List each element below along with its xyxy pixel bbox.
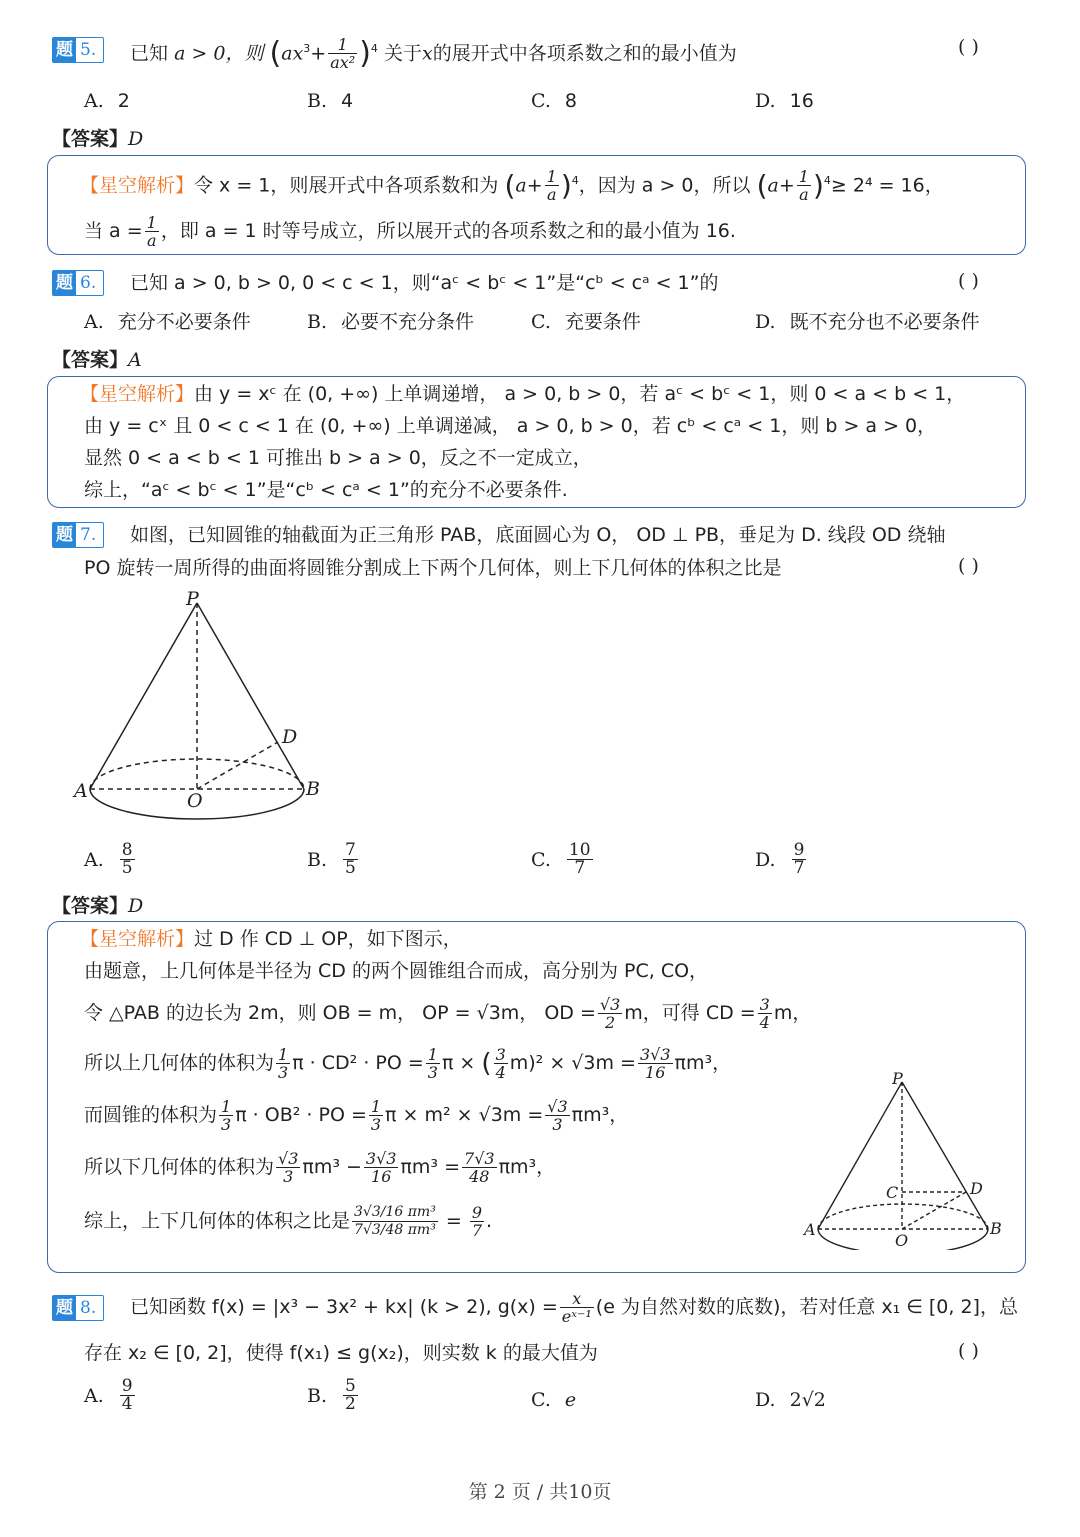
option-label: D.	[755, 848, 776, 871]
answer-line	[52, 124, 143, 151]
option-c[interactable]	[531, 307, 641, 337]
edge-pa	[90, 603, 197, 789]
answer-paren: ( )	[958, 270, 979, 292]
solution-line	[84, 1204, 492, 1239]
answer-paren: ( )	[958, 36, 979, 58]
solution-box-5	[47, 155, 1026, 255]
option-label: C.	[531, 848, 551, 871]
solution-tag: 【星空解析】	[80, 928, 195, 950]
solution-text: 由 y = xᶜ 在 (0, +∞) 上单调递增， a > 0, b > 0，若 aᶜ < bᶜ < 1，则 0 < a < b < 1，	[194, 383, 966, 405]
question-5-badge	[52, 37, 104, 63]
answer-value: D	[128, 128, 144, 150]
option-label: A.	[84, 1384, 104, 1407]
frac-numerator: 3√3/16 πm³	[354, 1204, 436, 1220]
option-a[interactable]	[84, 86, 130, 116]
solution-line: 【星空解析】令 x = 1，则展开式中各项系数和为 (a+ $\frac{1}{a}$ )$^4$，因为 a > 0，所以 (a+ $\frac{1}{a}$ )$^4$≥ 2⁴ = 16，	[80, 167, 944, 205]
solution-box-6	[47, 376, 1026, 508]
solution-text: 当 a =	[84, 220, 143, 242]
option-label: C.	[531, 311, 551, 333]
label-p: P	[186, 588, 199, 610]
option-text: 2	[117, 90, 130, 112]
option-c[interactable]	[531, 842, 595, 877]
frac-numerator: √3	[278, 1149, 299, 1168]
label-d: D	[970, 1179, 983, 1198]
option-b[interactable]	[307, 86, 353, 116]
label-a: A	[74, 780, 88, 802]
frac-numerator: 1	[221, 1097, 232, 1116]
option-label: A.	[84, 90, 104, 112]
stem-text: (e 为自然对数的底数)，若对任意 x₁ ∈ [0, 2]，总	[595, 1296, 1018, 1318]
option-label: D.	[755, 311, 776, 333]
option-label: B.	[307, 1384, 328, 1407]
frac-numerator: 1	[370, 1097, 382, 1116]
option-b[interactable]	[307, 307, 474, 337]
option-text: 充要条件	[564, 311, 641, 333]
stem-text: 已知	[130, 42, 169, 65]
frac-denominator: eˣ⁻¹	[561, 1307, 592, 1326]
frac-denominator: ax²	[330, 53, 356, 73]
solution-line	[84, 1150, 555, 1185]
label-b: B	[990, 1219, 1002, 1238]
question-tag: 题	[53, 1296, 76, 1320]
solution-text: =	[445, 1210, 462, 1232]
answer-paren: ( )	[958, 1340, 979, 1362]
option-label: C.	[531, 1389, 551, 1411]
frac-denominator: 4	[121, 1394, 133, 1414]
solution-text: πm³ =	[400, 1156, 461, 1178]
solution-line: 显然 0 < a < b < 1 可推出 b > a > 0，反之不一定成立，	[84, 447, 592, 469]
solution-tag: 【星空解析】	[80, 174, 195, 197]
option-text: e	[564, 1389, 577, 1411]
option-label: B.	[307, 848, 328, 871]
label-a: A	[804, 1220, 816, 1239]
expr-term: ax	[281, 42, 304, 65]
solution-line	[84, 996, 811, 1031]
frac-numerator: 7	[345, 840, 356, 860]
cone-figure	[70, 585, 330, 830]
question-6-badge	[52, 270, 104, 296]
option-text: 充分不必要条件	[117, 311, 251, 333]
frac-denominator: 3	[427, 1063, 438, 1082]
solution-text: 而圆锥的体积为	[84, 1104, 218, 1126]
frac-denominator: 7	[471, 1221, 483, 1240]
option-text: 必要不充分条件	[341, 311, 475, 333]
question-8-stem-line1	[130, 1290, 1018, 1325]
solution-text: ≥ 2⁴ = 16，	[830, 174, 944, 197]
segment-od	[197, 742, 278, 789]
frac-denominator: 7	[574, 858, 586, 878]
option-c[interactable]	[531, 86, 577, 116]
frac-numerator: 1	[328, 36, 357, 54]
solution-line: 综上，“aᶜ < bᶜ < 1”是“cᵇ < cᵃ < 1”的充分不必要条件.	[84, 479, 568, 501]
question-number: 5.	[80, 40, 97, 60]
frac-numerator: 9	[471, 1203, 483, 1222]
option-c[interactable]	[531, 1385, 576, 1415]
solution-text: .	[486, 1210, 493, 1232]
frac-numerator: 3√3	[639, 1045, 671, 1064]
question-number: 8.	[80, 1298, 97, 1318]
label-o: O	[187, 790, 203, 812]
frac-denominator: 2	[345, 1394, 356, 1414]
solution-text: 所以上几何体的体积为	[84, 1052, 275, 1074]
frac-numerator: √3	[547, 1097, 568, 1116]
answer-value: D	[128, 895, 144, 917]
option-label: C.	[531, 90, 551, 112]
frac-denominator: 48	[469, 1167, 490, 1186]
solution-text: m，	[773, 1002, 812, 1024]
solution-text: m)² × √3m =	[509, 1052, 636, 1074]
answer-label: 【答案】	[52, 349, 129, 371]
solution-text: πm³，	[571, 1104, 629, 1126]
option-text: 2√2	[789, 1389, 826, 1411]
solution-line: 当 a = $\frac{1}{a}$ ，即 a = 1 时等号成立，所以展开式的各项系数之和的最小值为 16.	[84, 213, 736, 250]
question-8-badge	[52, 1295, 104, 1321]
frac-numerator: 8	[121, 840, 133, 860]
option-b[interactable]	[307, 1378, 360, 1413]
question-7-stem-line1: 如图，已知圆锥的轴截面为正三角形 PAB，底面圆心为 O， OD ⊥ PB，垂足为 D. 线段 OD 绕轴	[130, 524, 946, 546]
question-7-badge	[52, 522, 104, 548]
solution-line: 由题意，上几何体是半径为 CD 的两个圆锥组合而成，高分别为 PC, CO，	[84, 960, 709, 982]
question-5-stem: 已知 a > 0，则 ($ax^3+$ $\frac{1}{\text{ax²}}$ )$^4$ 关于x的展开式中各项系数之和的最小值为	[130, 35, 737, 73]
frac-numerator: √3	[599, 995, 621, 1014]
frac-denominator: 4	[759, 1013, 770, 1032]
solution-text: 所以下几何体的体积为	[84, 1156, 275, 1178]
option-d[interactable]	[755, 86, 814, 116]
base-back-arc	[818, 1204, 988, 1229]
frac-denominator: 2	[604, 1013, 616, 1032]
stem-text: 的展开式中各项系数之和的最小值为	[432, 42, 737, 65]
frac-numerator: 1	[427, 1045, 438, 1064]
frac-denominator: 3	[221, 1115, 232, 1134]
solution-line	[84, 1098, 628, 1133]
frac-denominator: 3	[552, 1115, 563, 1134]
solution-text: m，可得 CD =	[624, 1002, 756, 1024]
answer-label: 【答案】	[52, 128, 129, 150]
solution-text: 令 △PAB 的边长为 2m，则 OB = m， OP = √3m， OD =	[84, 1002, 596, 1024]
option-label: B.	[307, 90, 328, 112]
question-tag: 题	[53, 271, 76, 295]
frac-numerator: 1	[278, 1045, 289, 1064]
option-label: D.	[755, 90, 776, 112]
option-a[interactable]	[84, 842, 137, 877]
frac-denominator: 16	[645, 1063, 666, 1082]
solution-line	[80, 379, 965, 409]
option-text: 4	[341, 90, 354, 112]
solution-text: πm³ −	[302, 1156, 362, 1178]
page-footer: 第 2 页 / 共10页	[468, 1481, 612, 1503]
option-label: A.	[84, 848, 104, 871]
segment-od	[902, 1192, 966, 1229]
solution-text: ，因为 a > 0，所以	[578, 174, 751, 197]
frac-denominator: 5	[121, 858, 133, 878]
solution-text: πm³，	[674, 1052, 732, 1074]
solution-text: πm³，	[498, 1156, 556, 1178]
frac-denominator: 5	[345, 858, 356, 878]
answer-label: 【答案】	[52, 895, 129, 917]
frac-numerator: 3√3	[365, 1149, 397, 1168]
question-tag: 题	[53, 523, 76, 547]
frac-numerator: 7√3	[464, 1149, 495, 1168]
label-d: D	[282, 726, 298, 748]
solution-text: π × m² × √3m =	[385, 1104, 544, 1126]
question-8-stem-line2: 存在 x₂ ∈ [0, 2]，使得 f(x₁) ≤ g(x₂)，则实数 k 的最大值为	[84, 1342, 598, 1364]
option-text: 既不充分也不必要条件	[789, 311, 980, 333]
frac-numerator: 5	[345, 1376, 356, 1396]
option-d[interactable]	[755, 1385, 826, 1415]
frac-numerator: x	[560, 1290, 594, 1308]
solution-line: 所以上几何体的体积为 $\frac{1}{3}$ π · CD² · PO = $\frac{1}{3}$ π × ( $\frac{3}{4}$ m)² × √3m = $\frac{3√3}{16}$ πm³，	[84, 1045, 732, 1082]
label-b: B	[306, 778, 320, 800]
cone-figure-solution	[800, 1070, 1015, 1250]
frac-denominator: 4	[495, 1063, 506, 1082]
exponent: 4	[370, 42, 378, 55]
stem-variable: x	[421, 42, 433, 65]
answer-line	[52, 891, 143, 918]
question-number: 6.	[80, 273, 97, 293]
option-d[interactable]	[755, 307, 980, 337]
answer-line	[52, 345, 142, 372]
frac-numerator: 10	[568, 840, 591, 860]
label-o: O	[895, 1231, 909, 1250]
option-text: 8	[564, 90, 577, 112]
stem-condition: a > 0，则	[174, 42, 264, 65]
label-p: P	[892, 1070, 903, 1088]
option-a[interactable]	[84, 307, 251, 337]
solution-text: ，即 a = 1 时等号成立，所以展开式的各项系数之和的最小值为 16.	[160, 220, 736, 242]
option-text: 16	[789, 90, 814, 112]
option-label: D.	[755, 1389, 776, 1411]
option-d[interactable]	[755, 842, 808, 877]
solution-text: 综上，上下几何体的体积之比是	[84, 1210, 351, 1232]
frac-denominator: 3	[370, 1115, 382, 1134]
question-tag: 题	[53, 38, 76, 62]
frac-numerator: 9	[793, 840, 805, 860]
option-label: A.	[84, 311, 104, 333]
question-6-stem: 已知 a > 0, b > 0, 0 < c < 1，则“aᶜ < bᶜ < 1”是“cᵇ < cᵃ < 1”的	[130, 272, 719, 294]
solution-line: 由 y = cˣ 且 0 < c < 1 在 (0, +∞) 上单调递减， a > 0, b > 0，若 cᵇ < cᵃ < 1，则 b > a > 0，	[84, 415, 937, 437]
solution-box-7	[47, 921, 1026, 1273]
frac-numerator: 3	[759, 995, 770, 1014]
solution-line	[80, 924, 462, 954]
option-label: B.	[307, 311, 328, 333]
solution-text: 过 D 作 CD ⊥ OP，如下图示，	[194, 928, 462, 950]
answer-paren: ( )	[958, 555, 979, 577]
question-number: 7.	[80, 525, 97, 545]
solution-text: π ×	[441, 1052, 476, 1074]
solution-tag: 【星空解析】	[80, 383, 195, 405]
solution-text: 令 x = 1，则展开式中各项系数和为	[194, 174, 499, 197]
frac-denominator: 7	[793, 858, 805, 878]
frac-numerator: 3	[495, 1045, 506, 1064]
frac-numerator: 9	[121, 1376, 133, 1396]
option-a[interactable]	[84, 1378, 137, 1413]
question-7-stem-line2: PO 旋转一周所得的曲面将圆锥分割成上下两个几何体，则上下几何体的体积之比是	[84, 557, 782, 579]
frac-denominator: 3	[278, 1063, 289, 1082]
option-b[interactable]	[307, 842, 360, 877]
stem-text: 关于	[383, 42, 422, 65]
frac-denominator: 3	[283, 1167, 294, 1186]
answer-value: A	[128, 349, 142, 371]
frac-denominator: 7√3/48 πm³	[354, 1222, 436, 1238]
frac-denominator: 16	[371, 1167, 392, 1186]
stem-text: 已知函数 f(x) = |x³ − 3x² + kx| (k > 2), g(x) =	[130, 1296, 558, 1318]
label-c: C	[886, 1183, 899, 1202]
solution-text: π · CD² · PO =	[292, 1052, 424, 1074]
edge-pb	[197, 603, 304, 789]
solution-text: π · OB² · PO =	[235, 1104, 367, 1126]
